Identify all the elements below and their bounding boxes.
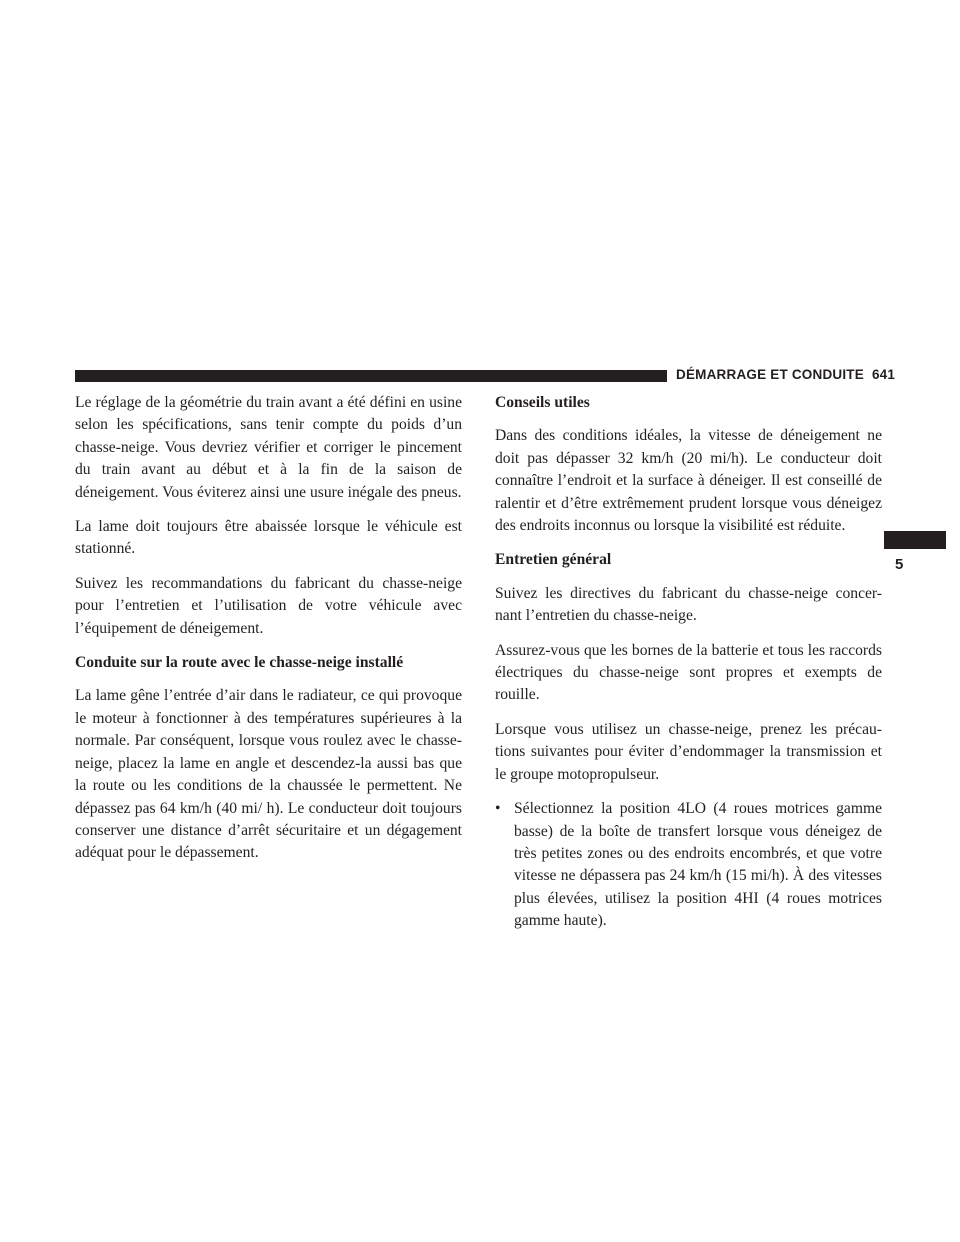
paragraph: Suivez les recommandations du fabricant du chasse-neige pour l’entretien et l’utilisation de votre véhicule avec l’équipement de déneigement. [75,574,462,637]
chapter-number: 5 [895,556,904,573]
running-header [676,365,896,385]
paragraph: Assurez-vous que les bornes de la batterie et tous les raccords électriques du chasse-neige sont propres et exempts de rouille. [495,641,882,704]
list-item-text: Sélectionnez la position 4LO (4 roues motrices gamme basse) de la boîte de transfert lorsque vous déneigez de très petites zones ou des endroits encombrés, et que votre vitesse ne dépassera pas 24 km/h (15 mi/h). À des vitesses plus élevées, utilisez la position 4HI (4 roues motrices gamme haute). [514,800,882,930]
list-item [495,798,882,932]
chapter-tab [884,531,946,549]
page-number: 641 [871,367,896,382]
section-heading: Entretien général [495,551,612,569]
paragraph: Lorsque vous utilisez un chasse-neige, prenez les précau- tions suivantes pour éviter d’endommager la transmission et le groupe motopropulseur. [495,720,882,783]
section-heading: Conduite sur la route avec le chasse-neige installé [75,654,404,672]
header-rule [75,370,667,382]
section-heading: Conseils utiles [495,394,590,411]
section-title: DÉMARRAGE ET CONDUITE [676,367,864,382]
paragraph: La lame gêne l’entrée d’air dans le radiateur, ce qui provoque le moteur à fonctionner à des températures supérieures à la normale. Par conséquent, lorsque vous roulez avec le chasse-neige, placez la lame en angle et descendez-la aussi bas que la route ou les conditions de la chaussée le permettent. Ne dépassez pas 64 km/h (40 mi/ h). Le conducteur doit toujours conserver une distance d’arrêt sécuritaire et un dégagement adéquat pour le dépassement. [75,687,462,862]
left-column [75,392,462,877]
paragraph: La lame doit toujours être abaissée lorsque le véhicule est stationné. [75,518,462,558]
right-column [495,392,882,933]
bullet-icon: • [495,800,501,818]
paragraph: Suivez les directives du fabricant du chasse-neige concer- nant l’entretien du chasse-neige. [495,584,882,625]
paragraph: Dans des conditions idéales, la vitesse de déneigement ne doit pas dépasser 32 km/h (20 mi/h). Le conducteur doit connaître l’endroit et la surface à déneiger. Il est conseillé de ralentir et d’être extrêmement prudent lorsque vous déneigez des endroits inconnus ou lorsque la visibilité est réduite. [495,427,882,535]
paragraph: Le réglage de la géométrie du train avant a été défini en usine selon les spécifications, sans tenir compte du poids d’un chasse-neige. Vous devriez vérifier et corriger le pincement du train avant au début et à la fin de la saison de déneigement. Vous éviterez ainsi une usure inégale des pneus. [75,394,462,501]
